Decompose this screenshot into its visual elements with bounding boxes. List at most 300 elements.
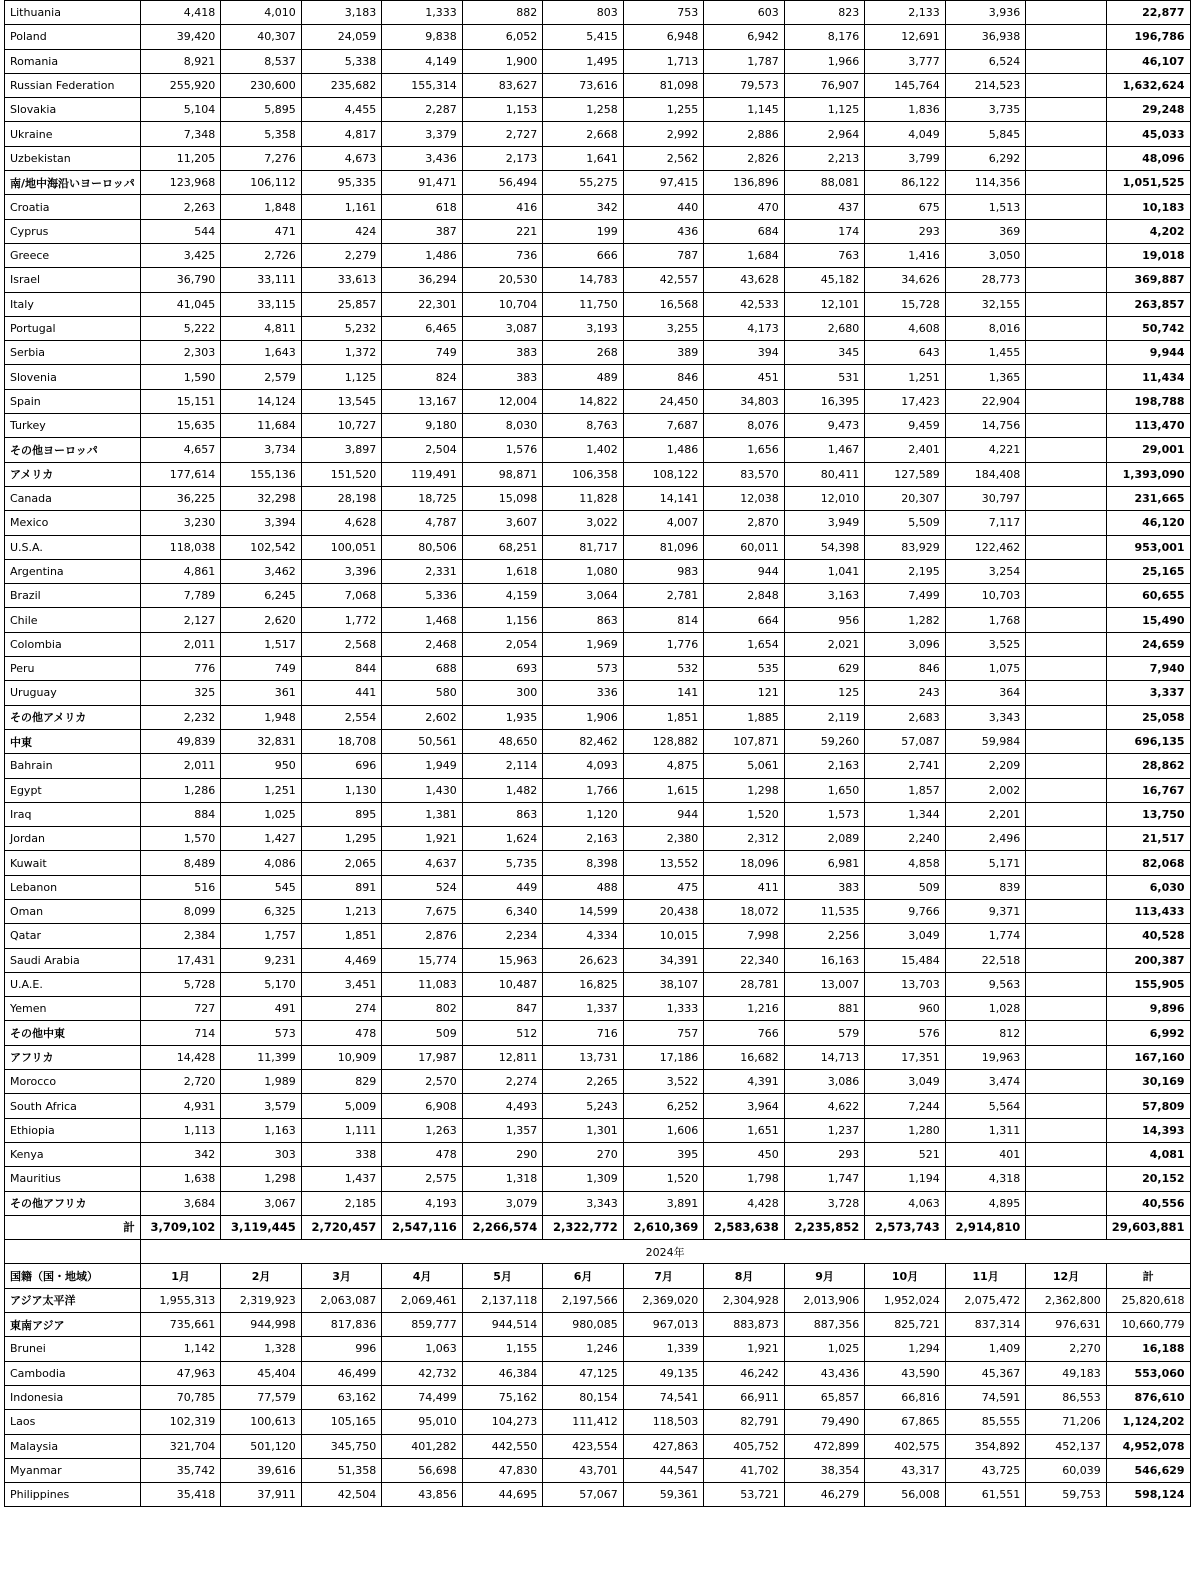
month-value-cell: 2,964 [784, 122, 865, 146]
month-value-cell: 887,356 [784, 1313, 865, 1337]
month-value-cell: 7,789 [140, 584, 221, 608]
row-label: Uzbekistan [5, 146, 141, 170]
month-value-cell: 749 [221, 657, 302, 681]
month-value-cell: 85,555 [945, 1410, 1026, 1434]
month-value-cell: 3,436 [382, 146, 463, 170]
month-value-cell: 2,870 [704, 511, 785, 535]
month-value-cell: 74,591 [945, 1385, 1026, 1409]
month-value-cell: 996 [301, 1337, 382, 1361]
month-value-cell: 15,098 [462, 486, 543, 510]
month-value-cell: 383 [784, 875, 865, 899]
table-row [5, 1045, 1191, 1069]
month-value-cell [1026, 972, 1107, 996]
month-value-cell: 5,728 [140, 972, 221, 996]
month-value-cell: 9,838 [382, 25, 463, 49]
row-label: Ukraine [5, 122, 141, 146]
month-value-cell: 3,183 [301, 1, 382, 25]
month-value-cell: 22,904 [945, 389, 1026, 413]
month-value-cell: 3,079 [462, 1191, 543, 1215]
month-value-cell: 1,263 [382, 1118, 463, 1142]
row-total-cell: 4,952,078 [1106, 1434, 1190, 1458]
row-label: Morocco [5, 1070, 141, 1094]
month-value-cell: 2,119 [784, 705, 865, 729]
month-value-cell: 1,656 [704, 438, 785, 462]
month-value-cell: 1,213 [301, 899, 382, 923]
table-row [5, 1458, 1191, 1482]
month-value-cell: 40,307 [221, 25, 302, 49]
month-value-cell: 3,964 [704, 1094, 785, 1118]
row-total-cell: 167,160 [1106, 1045, 1190, 1069]
row-total-cell: 30,169 [1106, 1070, 1190, 1094]
month-value-cell: 4,469 [301, 948, 382, 972]
month-value-cell [1026, 1021, 1107, 1045]
month-value-cell: 3,949 [784, 511, 865, 535]
row-total-cell: 50,742 [1106, 316, 1190, 340]
month-value-cell [1026, 49, 1107, 73]
month-value-cell: 2,287 [382, 98, 463, 122]
row-total-cell: 21,517 [1106, 827, 1190, 851]
table-row [5, 681, 1191, 705]
row-label: その他ヨーロッパ [5, 438, 141, 462]
month-header: 9月 [784, 1264, 865, 1288]
table-row [5, 899, 1191, 923]
month-value-cell: 1,848 [221, 195, 302, 219]
row-label: 東南アジア [5, 1313, 141, 1337]
month-value-cell: 4,093 [543, 754, 624, 778]
month-value-cell: 66,816 [865, 1385, 946, 1409]
month-value-cell: 1,258 [543, 98, 624, 122]
month-value-cell: 118,038 [140, 535, 221, 559]
month-value-cell [1026, 851, 1107, 875]
row-total-cell: 3,337 [1106, 681, 1190, 705]
row-total-cell: 553,060 [1106, 1361, 1190, 1385]
month-value-cell: 13,552 [623, 851, 704, 875]
month-value-cell: 1,570 [140, 827, 221, 851]
month-value-cell: 20,307 [865, 486, 946, 510]
month-value-cell: 1,684 [704, 243, 785, 267]
month-value-cell: 15,774 [382, 948, 463, 972]
row-label: Serbia [5, 341, 141, 365]
month-value-cell: 16,825 [543, 972, 624, 996]
month-value-cell: 573 [221, 1021, 302, 1045]
month-value-cell: 6,052 [462, 25, 543, 49]
month-value-cell: 2,720 [140, 1070, 221, 1094]
month-value-cell: 1,025 [784, 1337, 865, 1361]
month-value-cell: 5,232 [301, 316, 382, 340]
table-row [5, 365, 1191, 389]
row-total-cell: 155,905 [1106, 972, 1190, 996]
month-value-cell: 1,948 [221, 705, 302, 729]
row-label: Jordan [5, 827, 141, 851]
month-value-cell: 1,246 [543, 1337, 624, 1361]
month-value-cell: 10,015 [623, 924, 704, 948]
month-value-cell: 43,701 [543, 1458, 624, 1482]
month-value-cell: 3,087 [462, 316, 543, 340]
month-value-cell: 471 [221, 219, 302, 243]
month-value-cell: 441 [301, 681, 382, 705]
month-value-cell: 4,608 [865, 316, 946, 340]
row-label: Romania [5, 49, 141, 73]
month-value-cell [1026, 511, 1107, 535]
month-value-cell: 478 [301, 1021, 382, 1045]
table-row [5, 1483, 1191, 1507]
month-value-cell: 817,836 [301, 1313, 382, 1337]
month-value-cell: 1,298 [704, 778, 785, 802]
month-value-cell: 1,028 [945, 997, 1026, 1021]
month-value-cell: 46,499 [301, 1361, 382, 1385]
month-value-cell: 121 [704, 681, 785, 705]
month-value-cell: 3,462 [221, 559, 302, 583]
month-value-cell: 394 [704, 341, 785, 365]
month-value-cell: 4,193 [382, 1191, 463, 1215]
month-value-cell: 2,848 [704, 584, 785, 608]
month-value-cell: 766 [704, 1021, 785, 1045]
month-value-cell [1026, 268, 1107, 292]
month-value-cell: 7,276 [221, 146, 302, 170]
month-value-cell: 1,344 [865, 802, 946, 826]
month-value-cell: 47,125 [543, 1361, 624, 1385]
month-value-cell: 105,165 [301, 1410, 382, 1434]
month-value-cell: 2,562 [623, 146, 704, 170]
row-label: Yemen [5, 997, 141, 1021]
table-row [5, 1, 1191, 25]
row-label: Canada [5, 486, 141, 510]
month-value-cell: 3,254 [945, 559, 1026, 583]
month-value-cell: 436 [623, 219, 704, 243]
month-value-cell: 230,600 [221, 73, 302, 97]
month-value-cell [1026, 1094, 1107, 1118]
table-row [5, 851, 1191, 875]
month-value-cell: 13,731 [543, 1045, 624, 1069]
row-label: Cambodia [5, 1361, 141, 1385]
month-value-cell [1026, 341, 1107, 365]
month-value-cell: 753 [623, 1, 704, 25]
month-value-cell: 2,274 [462, 1070, 543, 1094]
month-value-cell: 846 [623, 365, 704, 389]
month-value-cell: 53,721 [704, 1483, 785, 1507]
month-value-cell [1026, 292, 1107, 316]
month-value-cell: 2,137,118 [462, 1288, 543, 1312]
month-value-cell: 61,551 [945, 1483, 1026, 1507]
month-value-cell: 6,948 [623, 25, 704, 49]
month-value-cell: 423,554 [543, 1434, 624, 1458]
month-value-cell: 63,162 [301, 1385, 382, 1409]
row-label: Lithuania [5, 1, 141, 25]
row-label: Bahrain [5, 754, 141, 778]
month-value-cell: 573 [543, 657, 624, 681]
month-value-cell: 524 [382, 875, 463, 899]
month-value-cell: 2,304,928 [704, 1288, 785, 1312]
month-value-cell [1026, 1, 1107, 25]
month-value-cell: 1,573 [784, 802, 865, 826]
month-value-cell: 4,622 [784, 1094, 865, 1118]
row-label: Mauritius [5, 1167, 141, 1191]
row-total-cell: 1,124,202 [1106, 1410, 1190, 1434]
row-label: Argentina [5, 559, 141, 583]
month-value-cell: 36,294 [382, 268, 463, 292]
row-total-cell: 1,051,525 [1106, 171, 1190, 195]
row-total-cell: 9,944 [1106, 341, 1190, 365]
month-value-cell: 10,909 [301, 1045, 382, 1069]
row-label: Chile [5, 608, 141, 632]
month-value-cell: 12,691 [865, 25, 946, 49]
month-value-cell: 603 [704, 1, 785, 25]
row-total-cell: 11,434 [1106, 365, 1190, 389]
month-value-cell: 401,282 [382, 1434, 463, 1458]
row-total-cell: 15,490 [1106, 608, 1190, 632]
month-value-cell: 2,234 [462, 924, 543, 948]
month-value-cell: 472,899 [784, 1434, 865, 1458]
table-row [5, 1385, 1191, 1409]
month-value-cell: 50,561 [382, 729, 463, 753]
table-row [5, 1337, 1191, 1361]
month-value-cell: 86,553 [1026, 1385, 1107, 1409]
month-value-cell [1026, 1045, 1107, 1069]
month-value-cell: 6,524 [945, 49, 1026, 73]
month-value-cell: 2,554 [301, 705, 382, 729]
month-header: 1月 [140, 1264, 221, 1288]
table-row [5, 608, 1191, 632]
month-value-cell: 102,542 [221, 535, 302, 559]
month-value-cell: 2,620 [221, 608, 302, 632]
month-value-cell: 303 [221, 1142, 302, 1166]
month-value-cell: 14,756 [945, 414, 1026, 438]
table-row [5, 729, 1191, 753]
table-row [5, 948, 1191, 972]
month-value-cell: 102,319 [140, 1410, 221, 1434]
month-value-cell: 1,309 [543, 1167, 624, 1191]
row-label: その他アメリカ [5, 705, 141, 729]
month-value-cell: 1,153 [462, 98, 543, 122]
month-value-cell: 1,455 [945, 341, 1026, 365]
month-value-cell: 13,545 [301, 389, 382, 413]
grand-total-cell: 29,603,881 [1106, 1215, 1190, 1239]
month-value-cell: 88,081 [784, 171, 865, 195]
month-value-cell: 28,198 [301, 486, 382, 510]
month-value-cell: 9,459 [865, 414, 946, 438]
grand-total-month-cell: 2,547,116 [382, 1215, 463, 1239]
month-value-cell: 22,301 [382, 292, 463, 316]
month-value-cell [1026, 802, 1107, 826]
month-value-cell: 38,107 [623, 972, 704, 996]
month-value-cell: 43,856 [382, 1483, 463, 1507]
month-value-cell: 74,499 [382, 1385, 463, 1409]
month-value-cell: 12,811 [462, 1045, 543, 1069]
month-value-cell: 944,998 [221, 1313, 302, 1337]
month-value-cell: 338 [301, 1142, 382, 1166]
month-value-cell: 787 [623, 243, 704, 267]
table-row [5, 146, 1191, 170]
month-value-cell: 3,891 [623, 1191, 704, 1215]
month-value-cell: 1,125 [784, 98, 865, 122]
month-value-cell: 4,455 [301, 98, 382, 122]
month-value-cell: 155,136 [221, 462, 302, 486]
month-value-cell: 5,564 [945, 1094, 1026, 1118]
month-value-cell: 76,907 [784, 73, 865, 97]
month-value-cell: 20,438 [623, 899, 704, 923]
month-value-cell: 2,312 [704, 827, 785, 851]
month-value-cell: 18,096 [704, 851, 785, 875]
month-value-cell: 18,708 [301, 729, 382, 753]
row-total-cell: 16,188 [1106, 1337, 1190, 1361]
month-value-cell: 1,955,313 [140, 1288, 221, 1312]
month-value-cell: 3,728 [784, 1191, 865, 1215]
month-value-cell: 95,010 [382, 1410, 463, 1434]
row-total-cell: 10,660,779 [1106, 1313, 1190, 1337]
month-value-cell [1026, 729, 1107, 753]
month-value-cell: 274 [301, 997, 382, 1021]
month-value-cell: 33,111 [221, 268, 302, 292]
month-value-cell: 4,221 [945, 438, 1026, 462]
month-value-cell: 1,430 [382, 778, 463, 802]
month-value-cell: 77,579 [221, 1385, 302, 1409]
month-value-cell: 60,039 [1026, 1458, 1107, 1482]
month-value-cell: 342 [140, 1142, 221, 1166]
month-value-cell: 199 [543, 219, 624, 243]
month-value-cell: 579 [784, 1021, 865, 1045]
row-total-cell: 25,820,618 [1106, 1288, 1190, 1312]
month-value-cell: 6,252 [623, 1094, 704, 1118]
month-value-cell: 837,314 [945, 1313, 1026, 1337]
month-value-cell: 1,427 [221, 827, 302, 851]
month-value-cell: 1,774 [945, 924, 1026, 948]
row-label: South Africa [5, 1094, 141, 1118]
month-value-cell: 3,230 [140, 511, 221, 535]
month-header: 2月 [221, 1264, 302, 1288]
month-value-cell: 4,931 [140, 1094, 221, 1118]
month-value-cell: 405,752 [704, 1434, 785, 1458]
month-value-cell: 17,423 [865, 389, 946, 413]
month-value-cell: 802 [382, 997, 463, 1021]
month-value-cell: 859,777 [382, 1313, 463, 1337]
month-value-cell: 735,661 [140, 1313, 221, 1337]
month-value-cell: 3,525 [945, 632, 1026, 656]
month-header: 3月 [301, 1264, 382, 1288]
month-value-cell [1026, 827, 1107, 851]
month-value-cell: 387 [382, 219, 463, 243]
month-value-cell: 4,895 [945, 1191, 1026, 1215]
month-value-cell: 427,863 [623, 1434, 704, 1458]
row-total-cell: 45,033 [1106, 122, 1190, 146]
month-value-cell: 1,641 [543, 146, 624, 170]
month-value-cell: 2,668 [543, 122, 624, 146]
month-value-cell: 1,851 [623, 705, 704, 729]
month-value-cell: 956 [784, 608, 865, 632]
month-value-cell: 1,298 [221, 1167, 302, 1191]
row-label: アジア太平洋 [5, 1288, 141, 1312]
month-value-cell: 141 [623, 681, 704, 705]
month-value-cell: 2,232 [140, 705, 221, 729]
month-value-cell: 3,193 [543, 316, 624, 340]
month-value-cell: 2,303 [140, 341, 221, 365]
month-value-cell: 51,358 [301, 1458, 382, 1482]
row-label: Ethiopia [5, 1118, 141, 1142]
row-total-cell: 4,202 [1106, 219, 1190, 243]
month-value-cell: 97,415 [623, 171, 704, 195]
month-value-cell: 12,010 [784, 486, 865, 510]
month-value-cell: 452,137 [1026, 1434, 1107, 1458]
month-value-cell: 300 [462, 681, 543, 705]
month-value-cell: 32,831 [221, 729, 302, 753]
month-header: 4月 [382, 1264, 463, 1288]
month-value-cell: 11,083 [382, 972, 463, 996]
month-value-cell: 1,155 [462, 1337, 543, 1361]
month-value-cell: 545 [221, 875, 302, 899]
month-value-cell: 1,921 [704, 1337, 785, 1361]
month-value-cell: 11,750 [543, 292, 624, 316]
month-value-cell: 44,547 [623, 1458, 704, 1482]
month-value-cell: 576 [865, 1021, 946, 1045]
month-value-cell: 2,173 [462, 146, 543, 170]
month-value-cell [1026, 146, 1107, 170]
month-value-cell: 336 [543, 681, 624, 705]
month-value-cell: 512 [462, 1021, 543, 1045]
month-value-cell: 1,513 [945, 195, 1026, 219]
month-value-cell: 6,325 [221, 899, 302, 923]
month-value-cell: 5,222 [140, 316, 221, 340]
month-value-cell: 4,811 [221, 316, 302, 340]
month-value-cell: 944 [623, 802, 704, 826]
month-value-cell: 17,186 [623, 1045, 704, 1069]
row-label: Laos [5, 1410, 141, 1434]
month-value-cell: 2,054 [462, 632, 543, 656]
row-label: Greece [5, 243, 141, 267]
row-total-cell: 25,165 [1106, 559, 1190, 583]
month-value-cell: 1,643 [221, 341, 302, 365]
month-value-cell: 1,328 [221, 1337, 302, 1361]
month-value-cell: 5,338 [301, 49, 382, 73]
month-value-cell: 5,009 [301, 1094, 382, 1118]
month-value-cell: 1,885 [704, 705, 785, 729]
month-value-cell: 364 [945, 681, 1026, 705]
month-value-cell: 1,372 [301, 341, 382, 365]
month-value-cell: 24,450 [623, 389, 704, 413]
table-row [5, 1361, 1191, 1385]
month-value-cell: 5,336 [382, 584, 463, 608]
month-value-cell: 82,462 [543, 729, 624, 753]
month-value-cell: 184,408 [945, 462, 1026, 486]
month-value-cell: 5,415 [543, 25, 624, 49]
row-total-cell: 4,081 [1106, 1142, 1190, 1166]
month-value-cell: 4,673 [301, 146, 382, 170]
month-value-cell: 2,013,906 [784, 1288, 865, 1312]
statistics-table-container [4, 0, 1191, 1507]
month-value-cell: 1,318 [462, 1167, 543, 1191]
row-total-cell: 48,096 [1106, 146, 1190, 170]
month-value-cell: 2,319,923 [221, 1288, 302, 1312]
row-label: Slovenia [5, 365, 141, 389]
month-value-cell: 15,151 [140, 389, 221, 413]
month-value-cell: 46,279 [784, 1483, 865, 1507]
table-row [5, 559, 1191, 583]
month-value-cell: 59,361 [623, 1483, 704, 1507]
table-row [5, 997, 1191, 1021]
month-value-cell: 944 [704, 559, 785, 583]
row-total-cell: 46,120 [1106, 511, 1190, 535]
month-value-cell: 1,900 [462, 49, 543, 73]
grand-total-month-cell: 2,720,457 [301, 1215, 382, 1239]
month-value-cell: 2,163 [543, 827, 624, 851]
month-value-cell: 15,963 [462, 948, 543, 972]
month-value-cell: 6,942 [704, 25, 785, 49]
table-row [5, 73, 1191, 97]
month-value-cell: 56,008 [865, 1483, 946, 1507]
month-value-cell: 125 [784, 681, 865, 705]
month-value-cell: 10,703 [945, 584, 1026, 608]
month-value-cell: 16,163 [784, 948, 865, 972]
month-value-cell: 489 [543, 365, 624, 389]
month-value-cell: 6,245 [221, 584, 302, 608]
